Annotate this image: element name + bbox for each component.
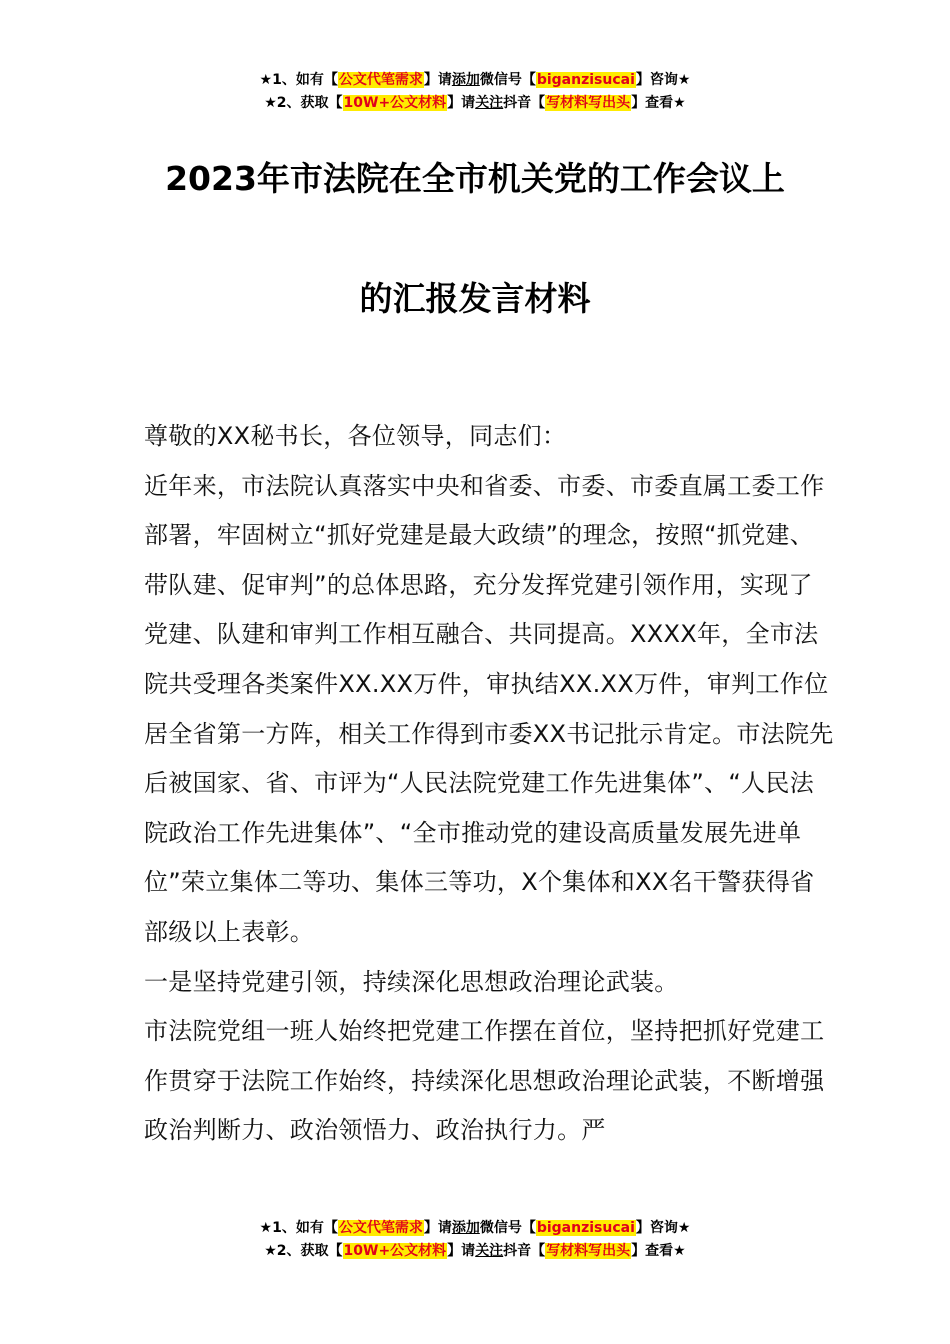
promo-highlight-douyin: 写材料写出头 bbox=[546, 1243, 631, 1259]
promo-highlight: 公文代笔需求 bbox=[338, 1220, 423, 1236]
promo-highlight: 10W+公文材料 bbox=[343, 1243, 447, 1259]
document-body bbox=[144, 412, 834, 1156]
promo-text: 】请 bbox=[447, 1243, 476, 1259]
promo-text: 】查看★ bbox=[631, 1243, 686, 1259]
promo-line-1 bbox=[0, 1217, 950, 1240]
promo-text: 抖音【 bbox=[503, 1243, 546, 1259]
promo-text: ★1、如有【 bbox=[259, 72, 338, 88]
promo-text: 抖音【 bbox=[503, 95, 546, 111]
promo-line-1 bbox=[0, 69, 950, 92]
promo-underline: 关注 bbox=[475, 95, 504, 111]
promo-text: 】请 bbox=[423, 1220, 452, 1236]
promo-underline: 添加 bbox=[451, 72, 480, 88]
section-heading: 一是坚持党建引领，持续深化思想政治理论武装。 bbox=[144, 967, 679, 996]
promo-underline: 关注 bbox=[475, 1243, 504, 1259]
promo-text: ★2、获取【 bbox=[264, 1243, 343, 1259]
paragraph-intro: 近年来，市法院认真落实中央和省委、市委、市委直属工委工作部署，牢固树立“抓好党建是最大政绩”的理念，按照“抓党建、带队建、促审判”的总体思路，充分发挥党建引领作用，实现了党建、队建和审判工作相互融合、共同提高。XXXX年，全市法院共受理各类案件XX.XX万件，审执结XX.XX万件，审判工作位居全省第一方阵，相关工作得到市委XX书记批示肯定。市法院先后被国家、省、市评为“人民法院党建工作先进集体”、“人民法院政治工作先进集体”、“全市推动党的建设高质量发展先进单位”荣立集体二等功、集体三等功，X个集体和XX名干警获得省部级以上表彰。 bbox=[144, 471, 834, 946]
promo-highlight: 公文代笔需求 bbox=[338, 72, 423, 88]
promo-text: 】请 bbox=[447, 95, 476, 111]
promo-text: 微信号【 bbox=[479, 1220, 536, 1236]
promo-banner-top bbox=[0, 69, 950, 115]
promo-highlight: 10W+公文材料 bbox=[343, 95, 447, 111]
paragraph-section-1: 市法院党组一班人始终把党建工作摆在首位，坚持把抓好党建工作贯穿于法院工作始终，持续深化思想政治理论武装，不断增强政治判断力、政治领悟力、政治执行力。严 bbox=[144, 1017, 825, 1145]
promo-text: ★2、获取【 bbox=[264, 95, 343, 111]
promo-text: 】查看★ bbox=[631, 95, 686, 111]
promo-highlight-douyin: 写材料写出头 bbox=[546, 95, 631, 111]
document-title-line-2: 的汇报发言材料 bbox=[359, 279, 591, 318]
promo-text: 微信号【 bbox=[479, 72, 536, 88]
promo-highlight-wechat: biganzisucai bbox=[536, 1220, 635, 1236]
document-title-line-1: 2023年市法院在全市机关党的工作会议上 bbox=[165, 159, 785, 198]
promo-highlight-wechat: biganzisucai bbox=[536, 72, 635, 88]
promo-text: ★1、如有【 bbox=[259, 1220, 338, 1236]
promo-text: 】咨询★ bbox=[635, 1220, 691, 1236]
promo-text: 】请 bbox=[423, 72, 452, 88]
promo-line-2 bbox=[0, 1240, 950, 1263]
promo-banner-bottom bbox=[0, 1217, 950, 1263]
promo-underline: 添加 bbox=[451, 1220, 480, 1236]
promo-text: 】咨询★ bbox=[635, 72, 691, 88]
salutation: 尊敬的XX秘书长，各位领导，同志们： bbox=[144, 422, 567, 450]
promo-line-2 bbox=[0, 92, 950, 115]
